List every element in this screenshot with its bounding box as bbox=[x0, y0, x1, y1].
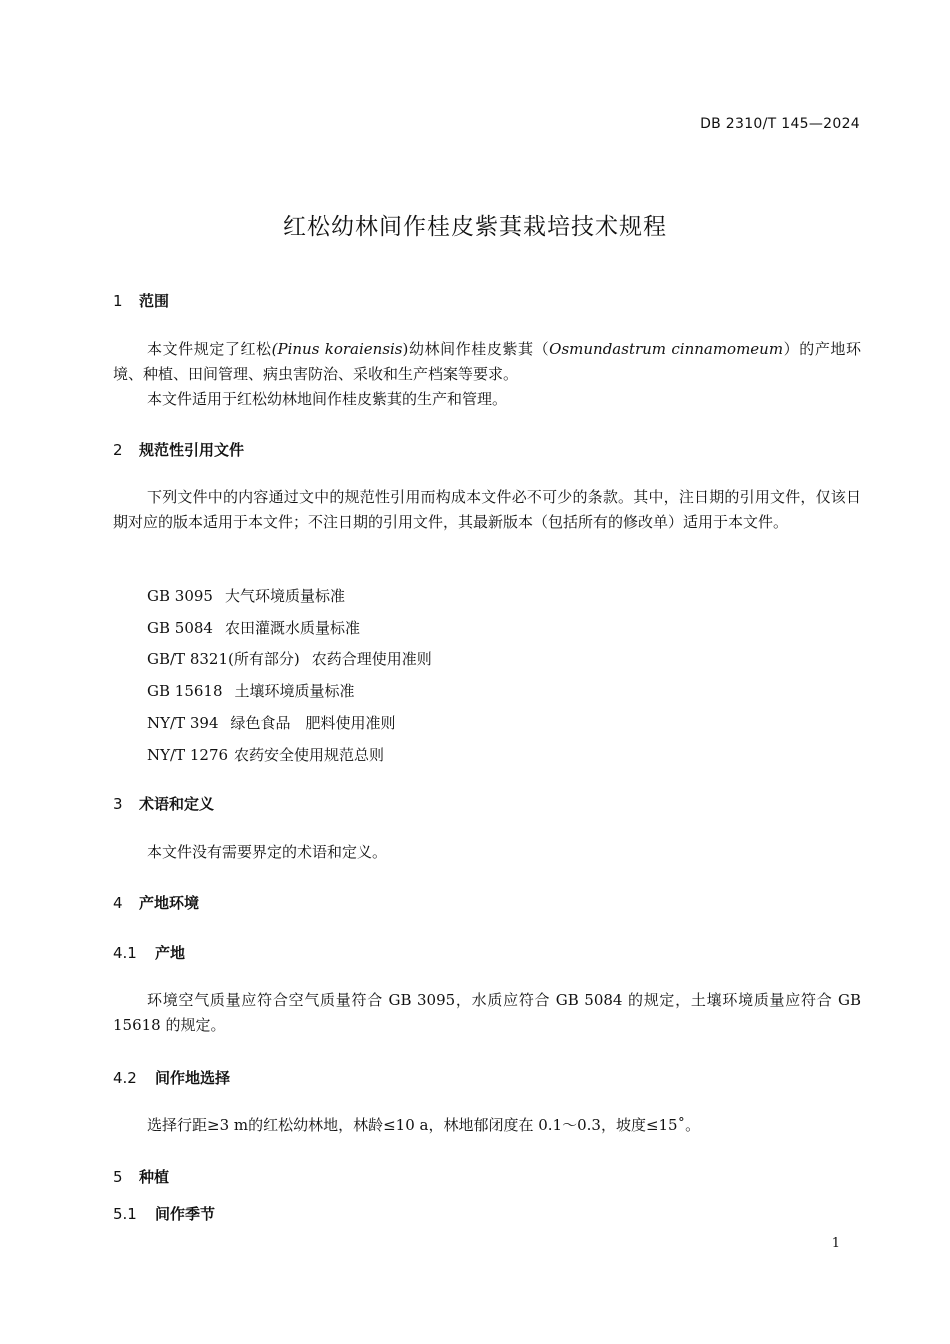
section-2-paragraph-1: 下列文件中的内容通过文中的规范性引用而构成本文件必不可少的条款。其中，注日期的引用文件，仅该日期对应的版本适用于本文件；不注日期的引用文件，其最新版本（包括所有的修改单）适用于本文件。 bbox=[113, 488, 861, 531]
section-4-2-heading bbox=[113, 1067, 230, 1088]
document-title: 红松幼林间作桂皮紫萁栽培技术规程 bbox=[283, 214, 667, 240]
section-4-heading bbox=[113, 892, 199, 913]
reference-name: 大气环境质量标准 bbox=[224, 587, 345, 605]
section-1-paragraph-1 bbox=[113, 337, 861, 387]
page-number: 1 bbox=[831, 1236, 840, 1251]
reference-name: 土壤环境质量标准 bbox=[234, 682, 355, 700]
reference-name: 绿色食品 肥料使用准则 bbox=[230, 714, 396, 732]
section-1-heading bbox=[113, 290, 169, 311]
section-number: 4 bbox=[113, 894, 123, 912]
section-4-2-paragraph-1: 选择行距≥3 m的红松幼林地，林龄≤10 a，林地郁闭度在 0.1～0.3，坡度≤15˚。 bbox=[147, 1116, 701, 1134]
section-title: 种植 bbox=[139, 1168, 170, 1186]
reference-code: GB 3095 bbox=[147, 587, 213, 605]
latin-name: (Pinus koraiensis bbox=[271, 340, 403, 358]
section-number: 4.2 bbox=[113, 1069, 137, 1087]
section-title: 间作季节 bbox=[155, 1205, 216, 1223]
section-title: 术语和定义 bbox=[139, 795, 215, 813]
reference-item bbox=[147, 712, 396, 733]
text-run: 本文件规定了红松 bbox=[147, 340, 272, 358]
reference-code: GB 15618 bbox=[147, 682, 223, 700]
reference-item bbox=[147, 585, 345, 606]
reference-item bbox=[147, 617, 360, 638]
standard-code: DB 2310/T 145—2024 bbox=[700, 116, 860, 132]
section-number: 5.1 bbox=[113, 1205, 137, 1223]
reference-item bbox=[147, 680, 355, 701]
section-number: 1 bbox=[113, 292, 123, 310]
section-number: 3 bbox=[113, 795, 123, 813]
section-2-heading bbox=[113, 439, 244, 460]
text-run: ）的产地环境、种植、田间管理、病虫害防治、采收和生产档案等要求。 bbox=[113, 340, 861, 383]
section-title: 范围 bbox=[139, 292, 170, 310]
section-5-heading bbox=[113, 1166, 169, 1187]
section-3-paragraph-1: 本文件没有需要界定的术语和定义。 bbox=[147, 843, 388, 861]
reference-name: 农药合理使用准则 bbox=[311, 650, 432, 668]
reference-code: NY/T 1276 bbox=[147, 746, 229, 764]
section-1-paragraph-2: 本文件适用于红松幼林地间作桂皮紫萁的生产和管理。 bbox=[147, 390, 508, 408]
section-4-1-heading bbox=[113, 942, 185, 963]
reference-name: 农药安全使用规范总则 bbox=[234, 746, 385, 764]
reference-code: GB 5084 bbox=[147, 619, 213, 637]
latin-name: Osmundastrum cinnamomeum bbox=[549, 340, 784, 358]
text-run: )幼林间作桂皮紫萁（ bbox=[402, 340, 550, 358]
reference-name: 农田灌溉水质量标准 bbox=[224, 619, 360, 637]
reference-code: GB/T 8321(所有部分) bbox=[147, 650, 300, 668]
section-number: 4.1 bbox=[113, 944, 137, 962]
section-title: 规范性引用文件 bbox=[139, 441, 245, 459]
section-number: 5 bbox=[113, 1168, 123, 1186]
reference-item bbox=[147, 744, 384, 765]
section-number: 2 bbox=[113, 441, 123, 459]
reference-item bbox=[147, 648, 432, 669]
section-title: 间作地选择 bbox=[155, 1069, 231, 1087]
section-3-heading bbox=[113, 793, 214, 814]
section-5-1-heading bbox=[113, 1203, 215, 1224]
section-title: 产地环境 bbox=[139, 894, 200, 912]
section-4-1-paragraph-1: 环境空气质量应符合空气质量符合 GB 3095，水质应符合 GB 5084 的规定，土壤环境质量应符合 GB 15618 的规定。 bbox=[113, 991, 861, 1034]
reference-code: NY/T 394 bbox=[147, 714, 219, 732]
section-title: 产地 bbox=[155, 944, 186, 962]
